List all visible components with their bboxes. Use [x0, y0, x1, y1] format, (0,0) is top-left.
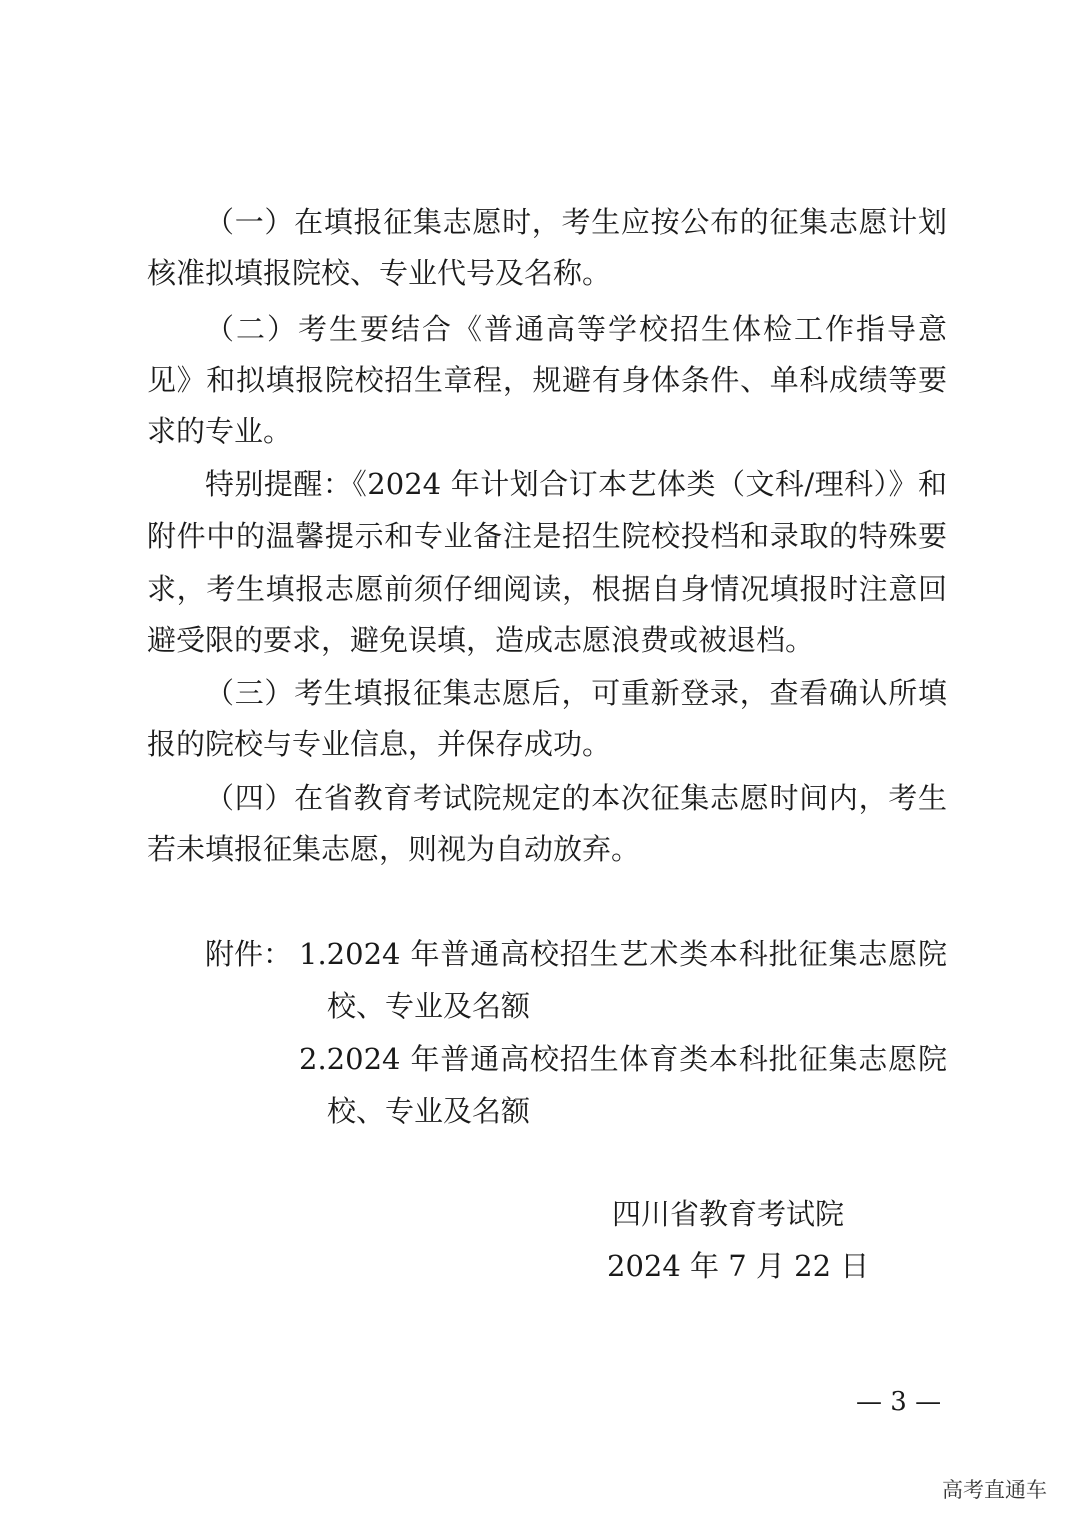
paragraph-2-line-2: 见》和拟填报院校招生章程，规避有身体条件、单科成绩等要 — [147, 363, 947, 397]
paragraph-3-line-3: 求，考生填报志愿前须仔细阅读，根据自身情况填报时注意回 — [147, 572, 947, 606]
attachment-2-line-2: 校、专业及名额 — [327, 1094, 531, 1128]
issuing-organization: 四川省教育考试院 — [612, 1197, 845, 1231]
paragraph-5-line-1: （四）在省教育考试院规定的本次征集志愿时间内，考生 — [205, 781, 947, 815]
watermark-text: 高考直通车 — [942, 1478, 1047, 1502]
paragraph-4-line-1: （三）考生填报征集志愿后，可重新登录，查看确认所填 — [205, 676, 947, 710]
issue-date: 2024 年 7 月 22 日 — [607, 1249, 870, 1283]
paragraph-3-line-4: 避受限的要求，避免误填，造成志愿浪费或被退档。 — [147, 623, 815, 657]
paragraph-3-line-2: 附件中的温馨提示和专业备注是招生院校投档和录取的特殊要 — [147, 519, 947, 553]
attachment-2-line-1: 2.2024 年普通高校招生体育类本科批征集志愿院 — [299, 1042, 947, 1076]
paragraph-1-line-1: （一）在填报征集志愿时，考生应按公布的征集志愿计划 — [205, 205, 947, 239]
attachment-1-line-1: 1.2024 年普通高校招生艺术类本科批征集志愿院 — [299, 937, 947, 971]
paragraph-5-line-2: 若未填报征集志愿，则视为自动放弃。 — [147, 832, 641, 866]
page-number: — 3 — — [856, 1387, 942, 1417]
paragraph-4-line-2: 报的院校与专业信息，并保存成功。 — [147, 727, 612, 761]
attachment-1-line-2: 校、专业及名额 — [327, 989, 531, 1023]
paragraph-1-line-2: 核准拟填报院校、专业代号及名称。 — [147, 256, 612, 290]
attachments-label: 附件： — [205, 937, 293, 971]
paragraph-2-line-1: （二）考生要结合《普通高等学校招生体检工作指导意 — [205, 312, 947, 346]
paragraph-2-line-3: 求的专业。 — [147, 414, 293, 448]
paragraph-3-line-1: 特别提醒：《2024 年计划合订本艺体类（文科/理科）》和 — [205, 467, 947, 501]
